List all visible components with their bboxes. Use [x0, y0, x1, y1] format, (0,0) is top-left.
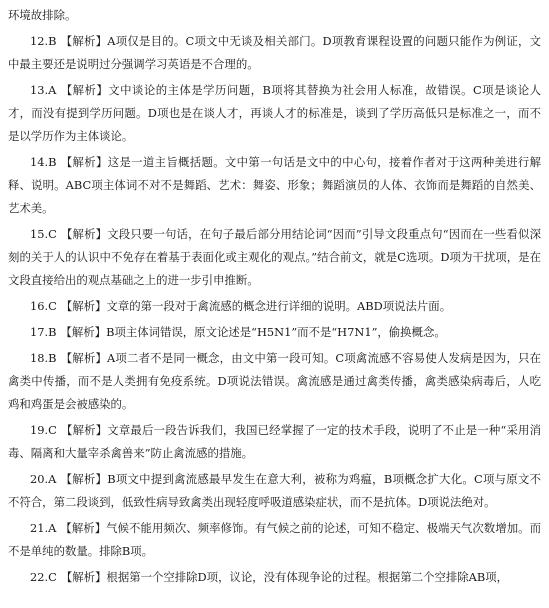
answer-item — [8, 468, 541, 514]
analysis-label: 【解析】 — [60, 155, 108, 169]
answer-item — [8, 223, 541, 292]
analysis-text: A项仅是目的。C项文中无谈及相关部门。D项教育课程设置的问题只能作为例证，文中最主要还是说明过分强调学习英语是不合理的。 — [8, 34, 541, 71]
analysis-label: 【解析】 — [60, 299, 107, 313]
analysis-label: 【解析】 — [60, 521, 107, 535]
analysis-text: 根据第一个空排除D项，议论，没有体现争论的过程。根据第二个空排除AB项， — [106, 570, 509, 584]
analysis-label: 【解析】 — [60, 83, 109, 97]
analysis-text: 文中谈论的主体是学历问题，B项将其替换为社会用人标准，故错误。C项是谈论人才，而没有提到学历问题。D项也是在谈人才，再谈人才的标准是，谈到了学历高低只是标准之一，而不是以学历作为主体谈论。 — [8, 83, 541, 143]
analysis-text: 文章的第一段对于禽流感的概念进行详细的说明。ABD项说法片面。 — [106, 299, 452, 313]
answer-item — [8, 566, 541, 589]
analysis-text: A项二者不是同一概念，由文中第一段可知。C项禽流感不容易使人发病是因为，只在禽类中传播，而不是人类拥有免疫系统。D项说法错误。禽流感是通过禽类传播，禽类感染病毒后，人吃鸡和鸡蛋是会被感染的。 — [8, 351, 541, 411]
intro-paragraph: 环境故排除。 — [8, 8, 77, 22]
analysis-label: 【解析】 — [60, 227, 108, 241]
answer-item — [8, 30, 541, 76]
answer-item — [8, 419, 541, 465]
answer-number: 13.A — [30, 83, 57, 97]
analysis-text: 气候不能用频次、频率修饰。有气候之前的论述，可知不稳定、极端天气次数增加。而不是单纯的数量。排除B项。 — [8, 521, 541, 558]
analysis-text: 文段只要一句话，在句子最后部分用结论词“因而”引导文段重点句“因而在一些看似深刻的关于人的认识中不免存在着基于表面化或主观化的观点。”结合前文，就是C选项。D项为干扰项，是在文段直接给出的观点基础之上的进一步引申推断。 — [8, 227, 541, 287]
analysis-text: B项主体词错误，原文论述是“H5N1”而不是“H7N1”，偷换概念。 — [106, 325, 446, 339]
analysis-label: 【解析】 — [60, 34, 108, 48]
answer-number: 21.A — [30, 521, 57, 535]
answer-number: 12.B — [30, 34, 57, 48]
answer-item — [8, 517, 541, 563]
answer-item — [8, 295, 541, 318]
answer-item — [8, 79, 541, 148]
analysis-label: 【解析】 — [60, 325, 107, 339]
answer-number: 18.B — [30, 351, 57, 365]
analysis-label: 【解析】 — [60, 472, 108, 486]
analysis-text: B项文中提到禽流感最早发生在意大利，被称为鸡瘟，B项概念扩大化。C项与原文不不符合，第二段谈到，低致性病导致禽类出现轻度呼吸道感染症状，而不是抗体。D项说法绝对。 — [8, 472, 541, 509]
answer-number: 22.C — [30, 570, 57, 584]
answer-item — [8, 321, 541, 344]
analysis-label: 【解析】 — [60, 423, 108, 437]
answer-number: 17.B — [30, 325, 57, 339]
analysis-text: 文章最后一段告诉我们，我国已经掌握了一定的技术手段，说明了不止是一种“采用消毒、隔离和大量宰杀禽兽来”防止禽流感的措施。 — [8, 423, 541, 460]
answer-number: 15.C — [30, 227, 57, 241]
analysis-label: 【解析】 — [60, 570, 107, 584]
answer-item — [8, 347, 541, 416]
analysis-text: 这是一道主旨概括题。文中第一句话是文中的中心句，接着作者对于这两种美进行解释、说明。ABC项主体词不对不是舞蹈、艺术：舞姿、形象；舞蹈演员的人体、衣饰而是舞蹈的自然美、艺术美。 — [8, 155, 541, 215]
analysis-label: 【解析】 — [60, 351, 108, 365]
answer-number: 14.B — [30, 155, 57, 169]
answer-number: 19.C — [30, 423, 57, 437]
answer-list — [8, 30, 541, 589]
answer-number: 16.C — [30, 299, 57, 313]
answer-number: 20.A — [30, 472, 57, 486]
answer-item — [8, 151, 541, 220]
